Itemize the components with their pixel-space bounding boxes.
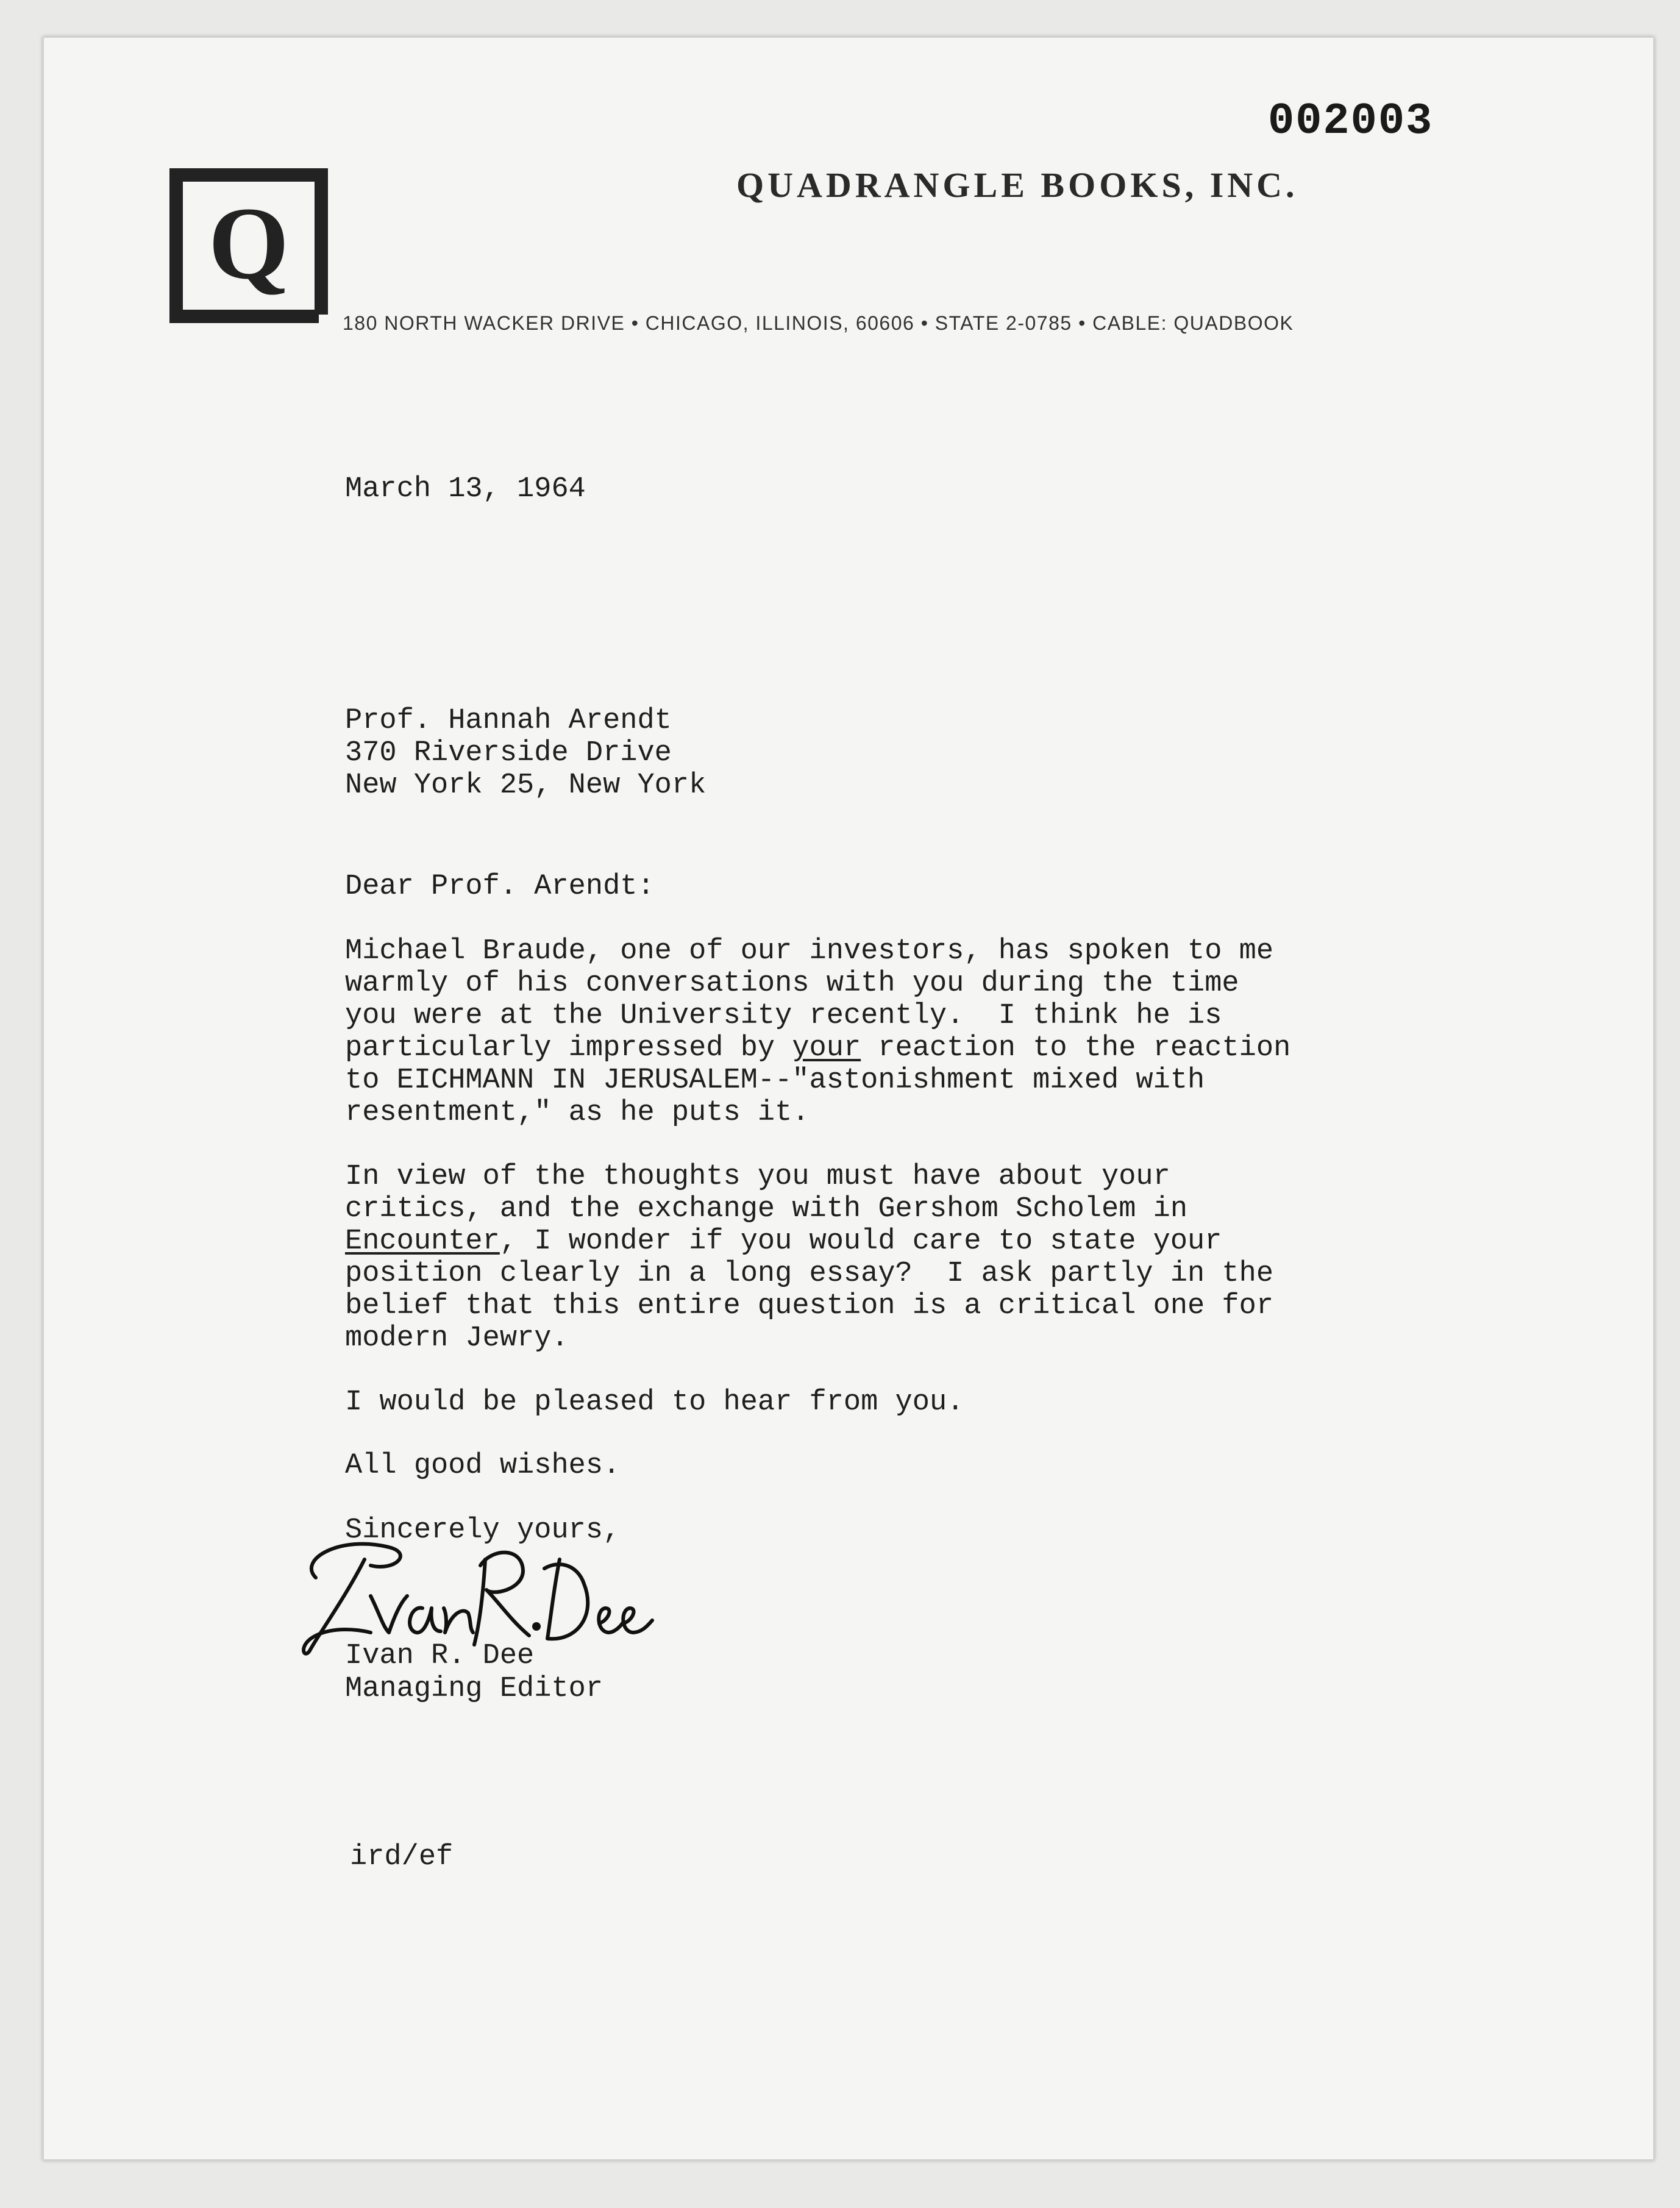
letterhead-address: 180 NORTH WACKER DRIVE • CHICAGO, ILLINOIS, 60606 • STATE 2-0785 • CABLE: QUADBOOK [343, 312, 1294, 334]
letter-sheet [43, 37, 1654, 2160]
logo-bar-right [315, 168, 328, 315]
paragraph-3: I would be pleased to hear from you. [345, 1386, 964, 1419]
paragraph-1-line-4 [345, 1032, 1290, 1064]
paragraph-1-line-6: resentment," as he puts it. [345, 1097, 810, 1129]
quadrangle-logo [166, 165, 332, 328]
underlined-encounter: Encounter [345, 1225, 500, 1258]
paragraph-2-line-1: In view of the thoughts you must have about your [345, 1161, 1170, 1193]
paragraph-2-line-5: belief that this entire question is a critical one for [345, 1290, 1274, 1322]
paragraph-1-line-4-after: reaction to the reaction [861, 1032, 1291, 1064]
paragraph-1-line-4-before: particularly impressed by [345, 1032, 792, 1064]
document-number: 002003 [1268, 96, 1434, 146]
paragraph-2-line-6: modern Jewry. [345, 1322, 569, 1355]
paragraph-1-line-2: warmly of his conversations with you during the time [345, 967, 1239, 1000]
paragraph-2-line-2: critics, and the exchange with Gershom Scholem in [345, 1193, 1188, 1225]
logo-bar-top [178, 168, 327, 182]
paragraph-2-line-3 [345, 1225, 1222, 1258]
underlined-your: your [792, 1032, 861, 1064]
paragraph-1-line-5: to EICHMANN IN JERUSALEM--"astonishment mixed with [345, 1064, 1205, 1097]
paragraph-1-line-1: Michael Braude, one of our investors, has spoken to me [345, 935, 1274, 967]
company-name: QUADRANGLE BOOKS, INC. [736, 165, 1298, 205]
logo-bar-left [169, 168, 183, 315]
recipient-name: Prof. Hannah Arendt [345, 705, 672, 737]
logo-bar-bottom [169, 310, 319, 323]
paragraph-2-line-3-after: , I wonder if you would care to state your [499, 1225, 1222, 1258]
signer-title: Managing Editor [345, 1673, 603, 1705]
recipient-street: 370 Riverside Drive [345, 737, 672, 769]
closing: Sincerely yours, [345, 1514, 621, 1547]
reference-initials: ird/ef [350, 1841, 454, 1873]
paragraph-4: All good wishes. [345, 1450, 621, 1482]
signer-name: Ivan R. Dee [345, 1640, 535, 1672]
salutation: Dear Prof. Arendt: [345, 871, 655, 903]
letter-date: March 13, 1964 [345, 473, 586, 505]
recipient-city: New York 25, New York [345, 769, 707, 802]
logo-letter: Q [208, 186, 290, 301]
paragraph-2-line-4: position clearly in a long essay? I ask partly in the [345, 1258, 1274, 1290]
paragraph-1-line-3: you were at the University recently. I think he is [345, 1000, 1222, 1032]
